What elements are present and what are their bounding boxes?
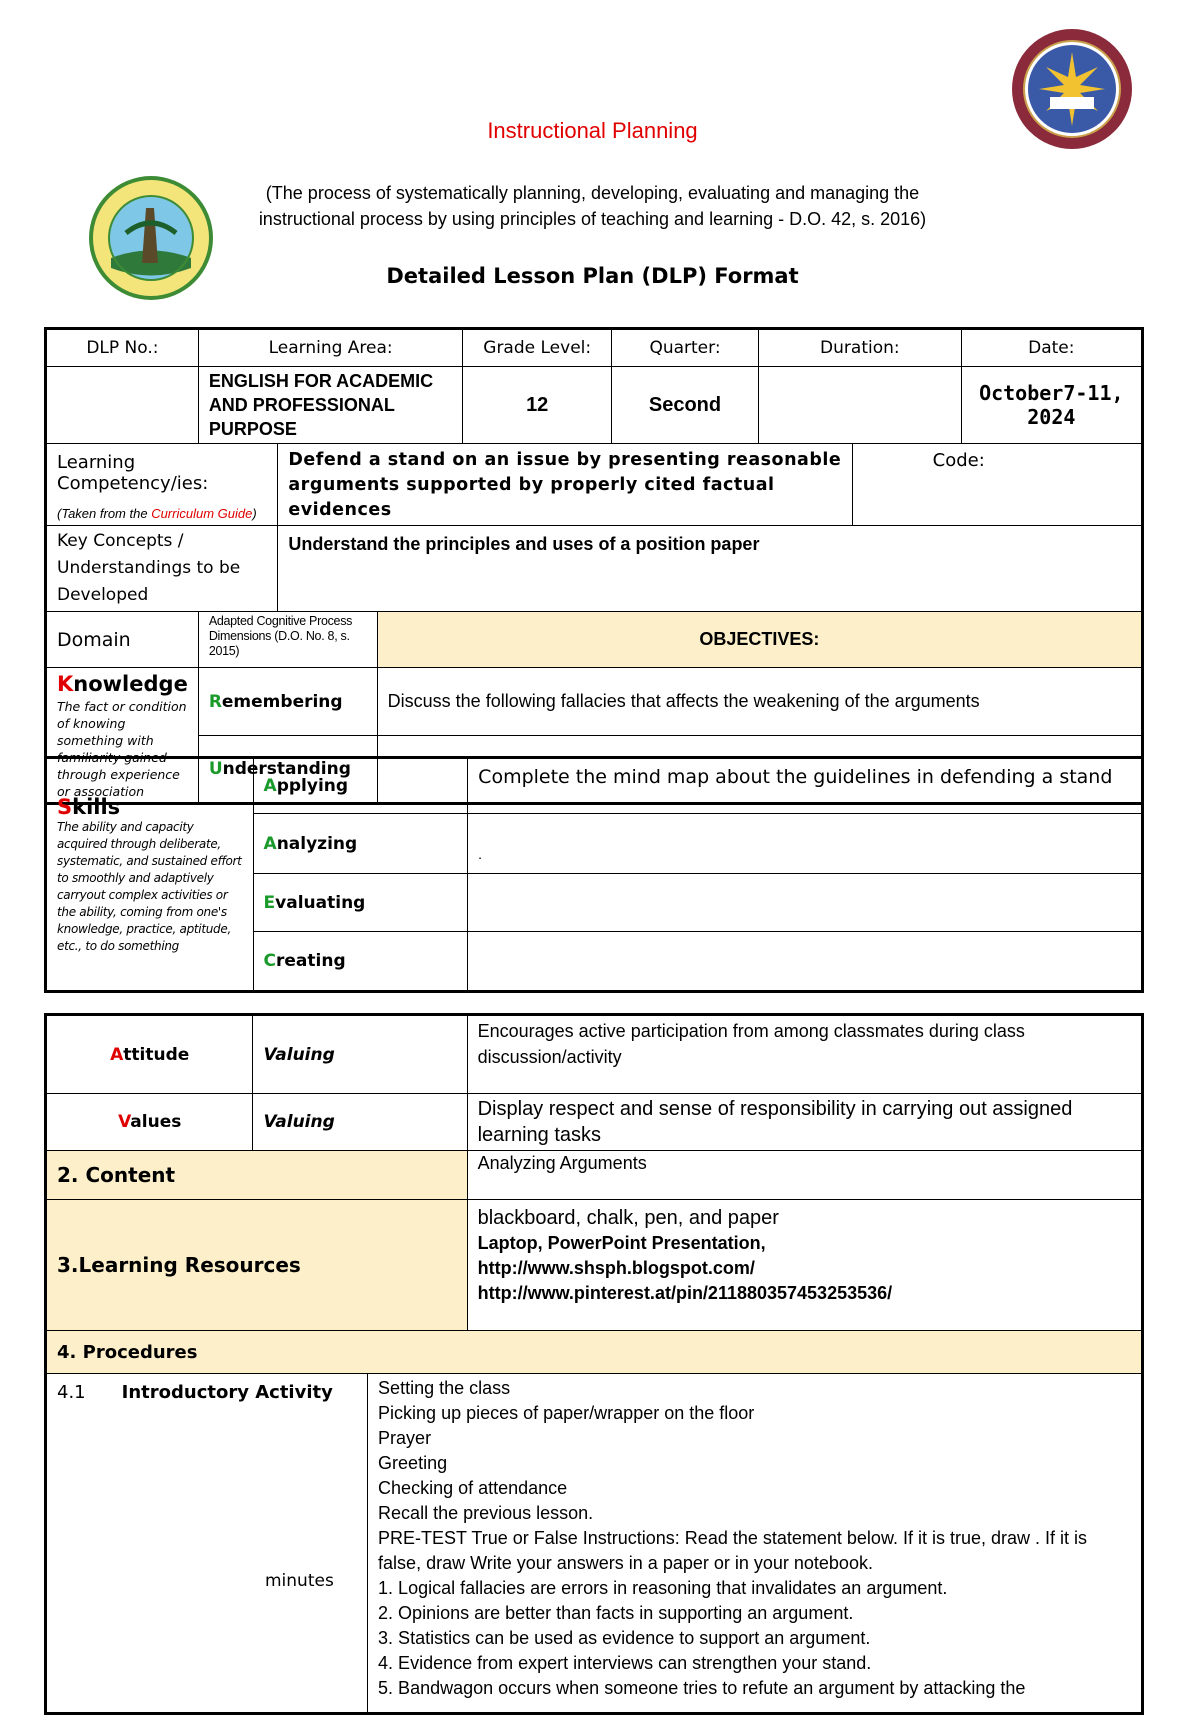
introductory-activity-cell: [46, 1374, 368, 1714]
subtitle-line-2: instructional process by using principles of teaching and learning - D.O. 42, s. 2016): [258, 209, 927, 229]
duration-value: [759, 367, 962, 444]
procedure-line: 3. Statistics can be used as evidence to support an argument.: [378, 1628, 871, 1648]
dlp-title: Detailed Lesson Plan (DLP) Format: [386, 264, 799, 288]
resources-label: 3.Learning Resources: [46, 1200, 468, 1331]
header-grade-level: Grade Level:: [463, 329, 612, 367]
values-objective: Display respect and sense of responsibility in carrying out assigned learning tasks: [467, 1094, 1142, 1151]
creating-label: Creating: [253, 932, 468, 992]
key-concepts-text: Understand the principles and uses of a position paper: [278, 526, 1143, 612]
header-duration: Duration:: [759, 329, 962, 367]
objectives-header: OBJECTIVES:: [377, 612, 1142, 668]
cognitive-header: Adapted Cognitive Process Dimensions (D.O. No. 8, s. 2015): [198, 612, 377, 668]
knowledge-label: Knowledge: [57, 672, 188, 696]
attitude-procedures-table: [44, 1013, 1144, 1715]
resources-link-1[interactable]: http://www.shsph.blogspot.com/: [477, 1258, 755, 1278]
attitude-label: Attitude: [46, 1015, 253, 1094]
quarter-value: Second: [611, 367, 758, 444]
competency-label: Learning Competency/ies:: [57, 452, 209, 494]
understanding-label: Understanding: [198, 736, 377, 804]
procedure-line: 1. Logical fallacies are errors in reasoning that invalidates an argument.: [378, 1578, 948, 1598]
competency-text: Defend a stand on an issue by presenting reasonable arguments supported by properly cited factual evidences: [278, 444, 852, 526]
procedure-line: 2. Opinions are better than facts in supporting an argument.: [378, 1603, 854, 1623]
creating-objective: [468, 932, 1143, 992]
attitude-objective: Encourages active participation from among classmates during class discussion/activity: [467, 1015, 1142, 1094]
analyzing-objective: .: [468, 814, 1143, 874]
attitude-process: Valuing: [253, 1015, 467, 1094]
grade-level-value: 12: [463, 367, 612, 444]
procedure-line: 4. Evidence from expert interviews can strengthen your stand.: [378, 1653, 872, 1673]
code-label: Code:: [852, 444, 1142, 526]
school-seal-logo: [1010, 27, 1134, 151]
skills-label: Skills: [57, 794, 121, 819]
curriculum-guide-link: Curriculum Guide: [151, 506, 253, 521]
applying-objective: Complete the mind map about the guidelines in defending a stand: [468, 758, 1143, 814]
resources-line-2: Laptop, PowerPoint Presentation,: [477, 1233, 766, 1253]
evaluating-label: Evaluating: [253, 874, 468, 932]
date-value: October7-11, 2024: [961, 367, 1142, 444]
header-quarter: Quarter:: [611, 329, 758, 367]
procedure-line: Checking of attendance: [378, 1478, 568, 1498]
header-date: Date:: [961, 329, 1142, 367]
skills-description: The ability and capacity acquired through deliberate, systematic, and sustained effort to smoothly and adaptively carryout complex activities or the ability, coming from one's knowledge, practice, aptitude, etc., to do something: [57, 819, 242, 953]
procedure-line: Recall the previous lesson.: [378, 1503, 594, 1523]
dlp-no-value: [46, 367, 199, 444]
subtitle-line-1: (The process of systematically planning, developing, evaluating and managing the: [265, 183, 920, 203]
header-dlp-no: DLP No.:: [46, 329, 199, 367]
remembering-label: Remembering: [198, 668, 377, 736]
skills-domain-cell: [46, 758, 254, 992]
procedure-line: PRE-TEST True or False Instructions: Read the statement below. If it is true, draw . If it is: [378, 1528, 1087, 1548]
competency-label-cell: [46, 444, 278, 526]
procedure-line: false, draw Write your answers in a paper or in your notebook.: [378, 1553, 873, 1573]
key-concepts-label: Key Concepts / Understandings to be Developed: [46, 526, 278, 612]
knowledge-description: The fact or condition of knowing something with familiarity gained through experience or association: [57, 699, 187, 799]
applying-label: Applying: [253, 758, 468, 814]
dlp-info-table: [44, 327, 1144, 805]
values-process: Valuing: [253, 1094, 467, 1151]
procedure-line: Greeting: [378, 1453, 448, 1473]
values-label: Values: [46, 1094, 253, 1151]
domain-header: Domain: [46, 612, 199, 668]
resources-line-1: blackboard, chalk, pen, and paper: [477, 1207, 779, 1229]
content-label: 2. Content: [46, 1151, 468, 1200]
evaluating-objective: [468, 874, 1143, 932]
procedure-line: Prayer: [378, 1428, 432, 1448]
procedure-line: Setting the class: [378, 1378, 511, 1398]
page-title: Instructional Planning: [487, 118, 698, 143]
introductory-activity-content: [368, 1374, 1143, 1714]
resources-cell: [467, 1200, 1142, 1331]
procedure-line: 5. Bandwagon occurs when someone tries to refute an argument by attacking the: [378, 1678, 1026, 1698]
competency-note: (Taken from the Curriculum Guide): [57, 506, 257, 521]
procedures-label: 4. Procedures: [46, 1331, 1143, 1374]
remembering-objective: Discuss the following fallacies that affects the weakening of the arguments: [377, 668, 1142, 736]
deped-seal-logo: [86, 173, 216, 303]
analyzing-label: Analyzing: [253, 814, 468, 874]
skills-table: [44, 756, 1144, 993]
introductory-activity-label: 4.1 Introductory Activity: [57, 1382, 333, 1403]
content-text: Analyzing Arguments: [467, 1151, 1142, 1200]
learning-area-value: ENGLISH FOR ACADEMIC AND PROFESSIONAL PURPOSE: [198, 367, 463, 444]
minutes-label: minutes: [265, 1571, 334, 1591]
header-learning-area: Learning Area:: [198, 329, 463, 367]
resources-link-2[interactable]: http://www.pinterest.at/pin/211880357453253536/: [477, 1283, 893, 1303]
procedure-line: Picking up pieces of paper/wrapper on the floor: [378, 1403, 755, 1423]
